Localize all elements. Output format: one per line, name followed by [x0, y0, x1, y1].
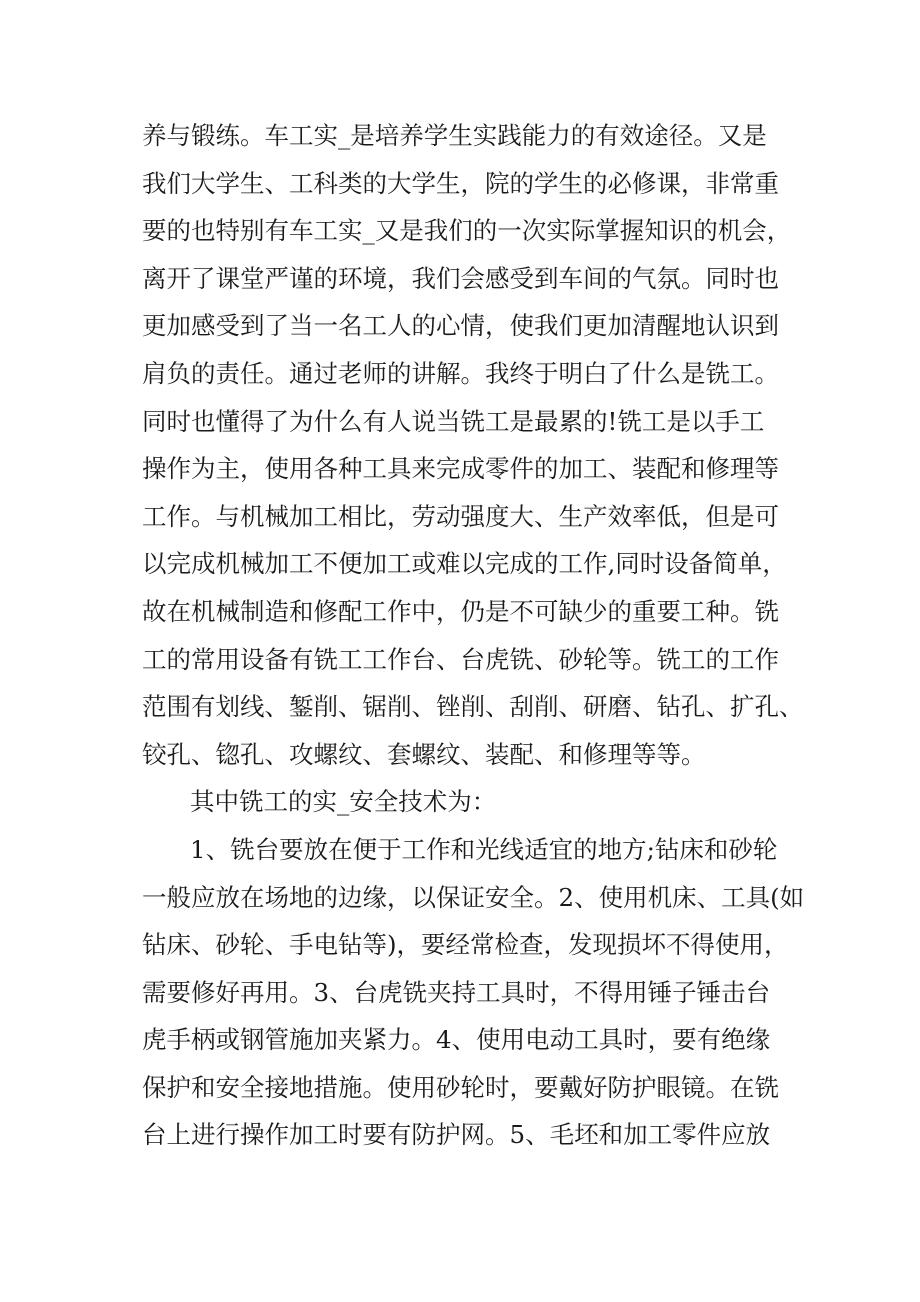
- text-line-20: 虎手柄或钢管施加夹紧力。4、使用电动工具时，要有绝缘: [142, 1025, 771, 1055]
- text-line-7: 同时也懂得了为什么有人说当铣工是最累的!铣工是以手工: [142, 406, 765, 436]
- text-line-16: 1、铣台要放在便于工作和光线适宜的地方;钻床和砂轮: [190, 834, 778, 864]
- text-line-18: 钻床、砂轮、手电钻等)，要经常检查，发现损坏不得使用，: [142, 930, 789, 960]
- text-line-10: 以完成机械加工不便加工或难以完成的工作,同时设备简单，: [142, 549, 787, 579]
- text-line-12: 工的常用设备有铣工工作台、台虎铣、砂轮等。铣工的工作: [142, 644, 779, 674]
- text-line-21: 保护和安全接地措施。使用砂轮时，要戴好防护眼镜。在铣: [142, 1072, 779, 1102]
- text-line-3: 要的也特别有车工实_又是我们的一次实际掌握知识的机会，: [142, 216, 792, 246]
- text-line-9: 工作。与机械加工相比，劳动强度大、生产效率低，但是可: [142, 501, 779, 531]
- text-line-17: 一般应放在场地的边缘，以保证安全。2、使用机床、工具(如: [142, 882, 805, 912]
- body-text: [142, 112, 805, 1159]
- text-line-4: 离开了课堂严谨的环境，我们会感受到车间的气氛。同时也: [142, 263, 779, 293]
- section-heading-safety: 其中铣工的实_安全技术为：: [190, 787, 497, 817]
- text-line-11: 故在机械制造和修配工作中，仍是不可缺少的重要工种。铣: [142, 596, 779, 626]
- text-line-19: 需要修好再用。3、台虎铣夹持工具时，不得用锤子锤击台: [142, 977, 771, 1007]
- text-line-8: 操作为主，使用各种工具来完成零件的加工、装配和修理等: [142, 454, 779, 484]
- text-line-14: 铰孔、锪孔、攻螺纹、套螺纹、装配、和修理等等。: [142, 739, 706, 769]
- text-line-2: 我们大学生、工科类的大学生，院的学生的必修课，非常重: [142, 168, 779, 198]
- text-line-13: 范围有划线、錾削、锯削、锉削、刮削、研磨、钻孔、扩孔、: [142, 692, 804, 722]
- text-line-5: 更加感受到了当一名工人的心情，使我们更加清醒地认识到: [142, 311, 779, 341]
- text-line-1: 养与锻练。车工实_是培养学生实践能力的有效途径。又是: [142, 121, 767, 150]
- text-line-6: 肩负的责任。通过老师的讲解。我终于明白了什么是铣工。: [142, 358, 779, 388]
- text-line-22: 台上进行操作加工时要有防护网。5、毛坯和加工零件应放: [142, 1120, 771, 1150]
